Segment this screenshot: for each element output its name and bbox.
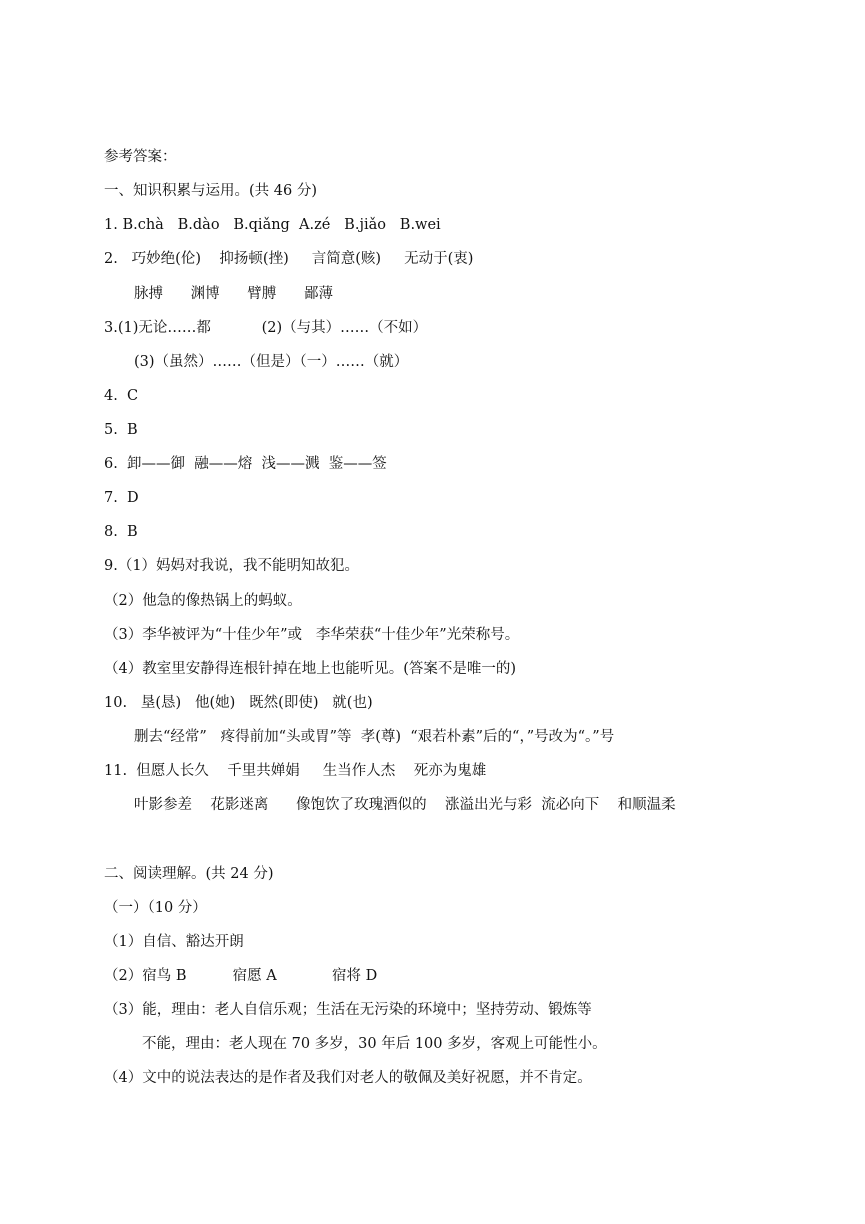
answer-q3-line1: 3.(1)无论……都 (2)（与其）……（不如） — [104, 320, 428, 336]
reading-answer-2: （2）宿鸟 B 宿愿 A 宿将 D — [104, 968, 378, 984]
reading-answer-4: （4）文中的说法表达的是作者及我们对老人的敬佩及美好祝愿，并不肯定。 — [104, 1070, 592, 1086]
answer-q9-part3: （3）李华被评为“十佳少年”或 李华荣获“十佳少年”光荣称号。 — [104, 627, 520, 643]
answer-q10-line2: 删去“经常” 疼得前加“头或胃”等 孝(尊) “艰若朴素”后的“，”号改为“。”号 — [134, 729, 615, 745]
answer-q11-line1: 11. 但愿人长久 千里共婵娟 生当作人杰 死亦为鬼雄 — [104, 763, 487, 779]
section-2-heading: 二、阅读理解。(共 24 分) — [104, 866, 274, 882]
section-1-heading: 一、知识积累与运用。(共 46 分) — [104, 183, 317, 199]
reading-answer-3-line1: （3）能，理由：老人自信乐观；生活在无污染的环境中；坚持劳动、锻炼等 — [104, 1002, 592, 1018]
reading-answer-1: （1）自信、豁达开朗 — [104, 934, 244, 950]
reading-answer-3-line2: 不能，理由：老人现在 70 多岁，30 年后 100 多岁，客观上可能性小。 — [142, 1036, 607, 1052]
answer-q6: 6. 卸——御 融——熔 浅——溅 鉴——签 — [104, 456, 387, 472]
answer-q2-line1: 2. 巧妙绝(伦) 抑扬顿(挫) 言简意(赅) 无动于(衷) — [104, 251, 474, 267]
answer-q9-part1: 9.（1）妈妈对我说，我不能明知故犯。 — [104, 558, 360, 574]
answer-q1: 1. B.chà B.dào B.qiǎng A.zé B.jiǎo B.wei — [104, 217, 441, 233]
answer-q4: 4. C — [104, 388, 139, 404]
answer-q2-line2: 脉搏 渊博 臂膊 鄙薄 — [134, 286, 333, 302]
answer-q8: 8. B — [104, 524, 138, 540]
answer-q5: 5. B — [104, 422, 138, 438]
answer-q9-part2: （2）他急的像热锅上的蚂蚁。 — [104, 593, 302, 609]
answer-q3-line2: (3)（虽然）……（但是）（一）……（就） — [134, 354, 409, 370]
answer-q7: 7. D — [104, 490, 139, 506]
answer-q9-part4: （4）教室里安静得连根针掉在地上也能听见。(答案不是唯一的) — [104, 661, 517, 677]
answer-q11-line2: 叶影参差 花影迷离 像饱饮了玫瑰酒似的 涨溢出光与彩 流必向下 和顺温柔 — [134, 797, 676, 813]
answer-key-title: 参考答案： — [104, 149, 177, 165]
answer-q10-line1: 10. 垦(恳) 他(她) 既然(即使) 就(也) — [104, 695, 373, 711]
reading-part1-heading: （一）（10 分） — [104, 900, 207, 916]
